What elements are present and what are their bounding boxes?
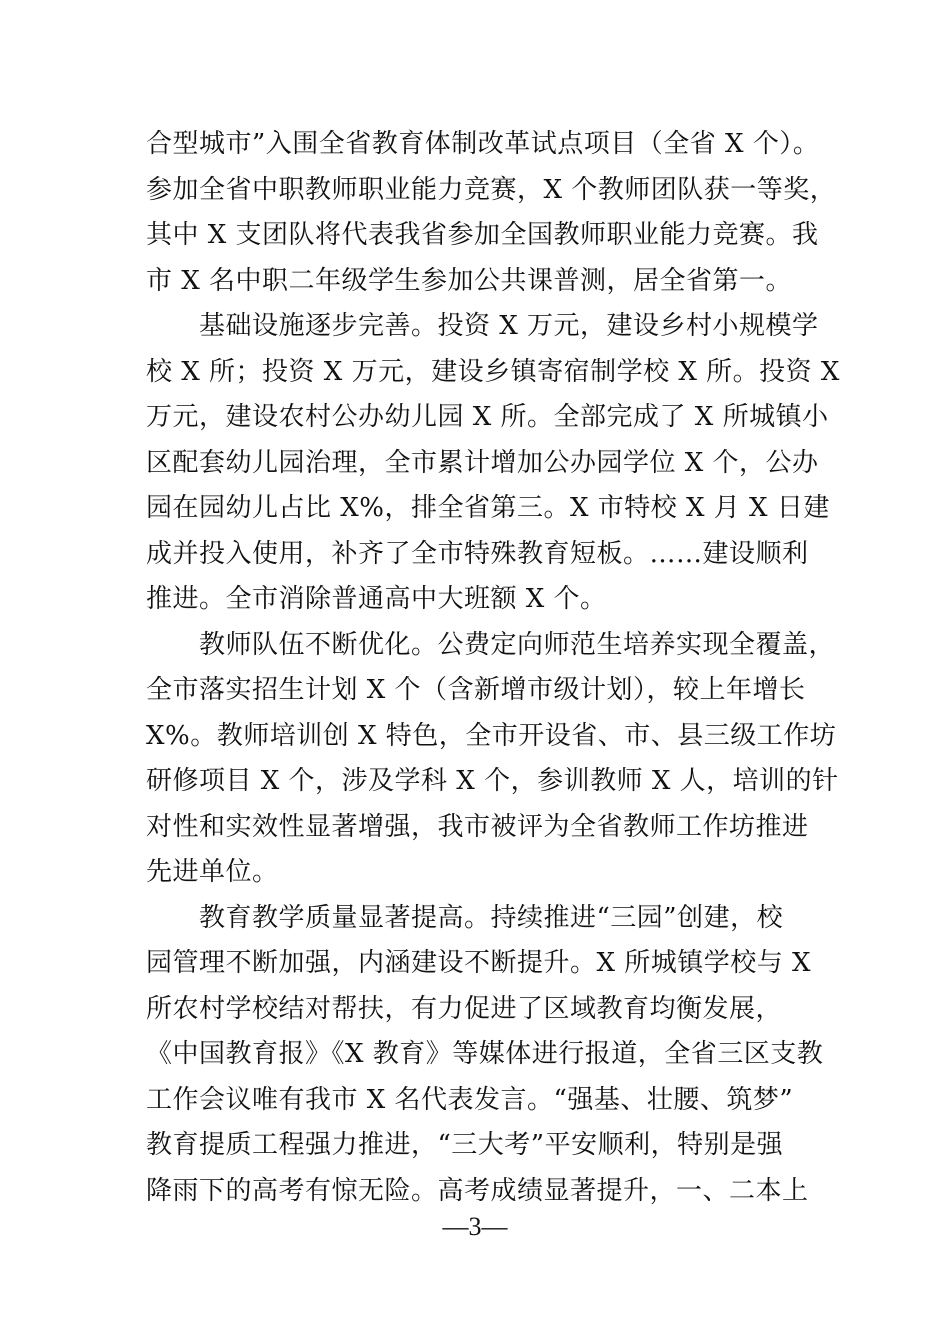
- text-line: 教育教学质量显著提高。持续推进“三园”创建，校: [146, 902, 784, 933]
- text-line: 降雨下的高考有惊无险。高考成绩显著提升，一、二本上: [146, 1175, 809, 1206]
- text-line: 先进单位。: [146, 857, 279, 887]
- text-line: 万元，建设农村公办幼儿园 X 所。全部完成了 X 所城镇小: [146, 402, 829, 432]
- text-line: 参加全省中职教师职业能力竞赛，X 个教师团队获一等奖，: [146, 174, 837, 205]
- text-line: 基础设施逐步完善。投资 X 万元，建设乡村小规模学: [146, 311, 819, 341]
- text-line: 成并投入使用，补齐了全市特殊教育短板。……建设顺利: [146, 538, 809, 569]
- page-number: —3—: [442, 1212, 508, 1241]
- text-line: 全市落实招生计划 X 个（含新增市级计划），较上年增长: [146, 675, 806, 705]
- text-line: 所农村学校结对帮扶，有力促进了区域教育均衡发展，: [146, 993, 783, 1024]
- text-line: 园管理不断加强，内涵建设不断提升。X 所城镇学校与 X: [146, 948, 812, 978]
- text-line: 对性和实效性显著增强，我市被评为全省教师工作坊推进: [146, 811, 809, 842]
- text-line: 市 X 名中职二年级学生参加公共课普测，居全省第一。: [146, 265, 793, 296]
- text-line: 校 X 所；投资 X 万元，建设乡镇寄宿制学校 X 所。投资 X: [146, 356, 840, 387]
- body-text: [146, 122, 840, 1214]
- text-line: 园在园幼儿占比 X%，排全省第三。X 市特校 X 月 X 日建: [146, 493, 830, 523]
- text-line: 教育提质工程强力推进，“三大考”平安顺利，特别是强: [146, 1130, 784, 1160]
- text-line: 区配套幼儿园治理，全市累计增加公办园学位 X 个，公办: [146, 447, 819, 478]
- text-line: 推进。全市消除普通高中大班额 X 个。: [146, 584, 607, 614]
- text-line: 合型城市”入围全省教育体制改革试点项目（全省 X 个）。: [146, 129, 820, 159]
- text-line: 工作会议唯有我市 X 名代表发言。“强基、壮腰、筑梦”: [146, 1084, 794, 1115]
- text-line: 研修项目 X 个，涉及学科 X 个，参训教师 X 人，培训的针: [146, 766, 839, 796]
- text-line: 《中国教育报》《X 教育》等媒体进行报道，全省三区支教: [146, 1039, 824, 1069]
- text-line: 教师队伍不断优化。公费定向师范生培养实现全覆盖，: [146, 629, 836, 660]
- text-line: X%。教师培训创 X 特色，全市开设省、市、县三级工作坊: [146, 720, 837, 751]
- text-line: 其中 X 支团队将代表我省参加全国教师职业能力竞赛。我: [146, 220, 819, 250]
